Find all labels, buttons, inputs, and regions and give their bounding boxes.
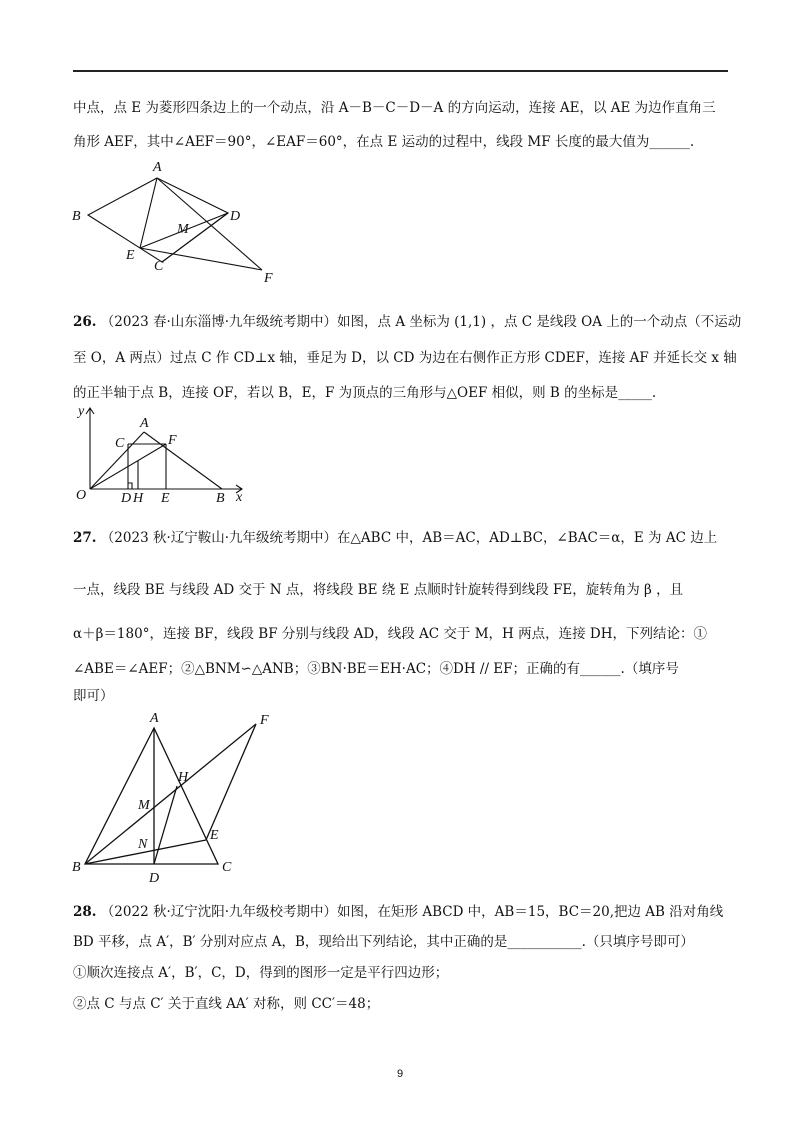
- label-o: O: [76, 488, 87, 503]
- label-e: E: [161, 491, 170, 503]
- page-number: 9: [396, 1068, 404, 1080]
- segment-fe: [206, 724, 256, 840]
- q26-line-1: [73, 312, 742, 332]
- q26-line-3: 的正半轴于点 B，连接 OF，若以 B，E，F 为顶点的三角形与△OEF 相似，则 B 的坐标是_____.: [73, 385, 657, 401]
- q27-line-2: 一点，线段 BE 与线段 AD 交于 N 点，将线段 BE 绕 E 点顺时针旋转得到线段 FE，旋转角为 β ，且: [73, 582, 684, 598]
- q28-line-2: BD 平移，点 A′，B′ 分别对应点 A，B，现给出下列结论，其中正确的是___________.（只填序号即可）: [73, 934, 694, 950]
- q26-line-1-text: 如图，点 A 坐标为 (1,1) ，点 C 是线段 OA 上的一个动点（不运动: [337, 314, 742, 330]
- label-m: M: [177, 222, 189, 237]
- q27-line-5: 即可）: [73, 688, 114, 704]
- q26-number: 26.: [73, 314, 97, 330]
- label-f: F: [260, 713, 269, 728]
- label-f: F: [168, 433, 177, 448]
- label-h: H: [178, 770, 189, 785]
- q27-line-4: ∠ABE＝∠AEF；②△BNM∽△ANB；③BN·BE＝EH·AC；④DH // EF；正确的有______.（填序号: [73, 661, 679, 677]
- label-m: M: [138, 798, 150, 813]
- q27-line-3: α＋β＝180°，连接 BF，线段 BF 分别与线段 AD，线段 AC 交于 M，H 两点，连接 DH，下列结论：①: [73, 626, 707, 642]
- segment-cd: [162, 213, 228, 262]
- q28-line-1-text: 如图，在矩形 ABCD 中，AB＝15，BC＝20,把边 AB 沿对角线: [337, 904, 724, 920]
- rhombus-abcd: [88, 178, 228, 262]
- label-a: A: [150, 712, 159, 726]
- label-e: E: [126, 248, 135, 263]
- q27-source: （2023 秋·辽宁鞍山·九年级统考期中）: [100, 530, 338, 546]
- label-c: C: [115, 436, 125, 451]
- segment-bf: [85, 724, 256, 864]
- q27-line-1-text: 在△ABC 中，AB＝AC，AD⊥BC，∠BAC＝α，E 为 AC 边上: [337, 530, 718, 546]
- q28-line-1: [73, 902, 733, 922]
- q26-source: （2023 春·山东淄博·九年级统考期中）: [100, 314, 338, 330]
- label-f: F: [264, 271, 273, 286]
- q25-line-2: 角形 AEF，其中∠AEF＝90°，∠EAF＝60°，在点 E 运动的过程中，线段 MF 长度的最大值为______.: [73, 134, 695, 150]
- q28-number: 28.: [73, 904, 97, 920]
- q28-source: （2022 秋·辽宁沈阳·九年级校考期中）: [100, 904, 338, 920]
- label-a: A: [140, 416, 149, 431]
- q25-rhombus-figure: [70, 158, 290, 288]
- q28-item-2: ②点 C 与点 C′ 关于直线 AA′ 对称，则 CC′＝48；: [73, 996, 380, 1012]
- label-y: y: [78, 404, 85, 419]
- header-rule: [73, 70, 728, 72]
- q27-number: 27.: [73, 530, 97, 546]
- q28-item-1: ①顺次连接点 A′，B′，C，D，得到的图形一定是平行四边形；: [73, 965, 449, 981]
- label-a: A: [153, 160, 162, 175]
- label-c: C: [154, 259, 164, 274]
- segment-af: [157, 178, 262, 270]
- q27-triangle-figure: [70, 712, 280, 888]
- q27-line-1: [73, 528, 733, 548]
- q26-coordinate-figure: [70, 403, 260, 503]
- triangle-abc: [85, 728, 218, 864]
- segment-ab: [144, 432, 222, 489]
- right-angle-mark: [128, 483, 132, 489]
- label-b: B: [72, 860, 81, 875]
- label-d: D: [149, 871, 160, 886]
- label-x: x: [236, 490, 243, 503]
- q26-line-2: 至 O，A 两点）过点 C 作 CD⊥x 轴，垂足为 D，以 CD 为边在右侧作正方形 CDEF，连接 AF 并延长交 x 轴: [73, 350, 737, 366]
- label-b: B: [72, 209, 81, 224]
- label-c: C: [222, 860, 232, 875]
- label-n: N: [138, 837, 148, 852]
- label-e: E: [210, 828, 219, 843]
- label-d: D: [230, 209, 241, 224]
- label-d: D: [121, 491, 132, 503]
- segment-ae: [140, 178, 157, 248]
- q25-line-1: 中点，点 E 为菱形四条边上的一个动点，沿 A－B－C－D－A 的方向运动，连接 AE，以 AE 为边作直角三: [73, 100, 716, 116]
- label-h: H: [133, 491, 144, 503]
- label-b: B: [216, 491, 225, 503]
